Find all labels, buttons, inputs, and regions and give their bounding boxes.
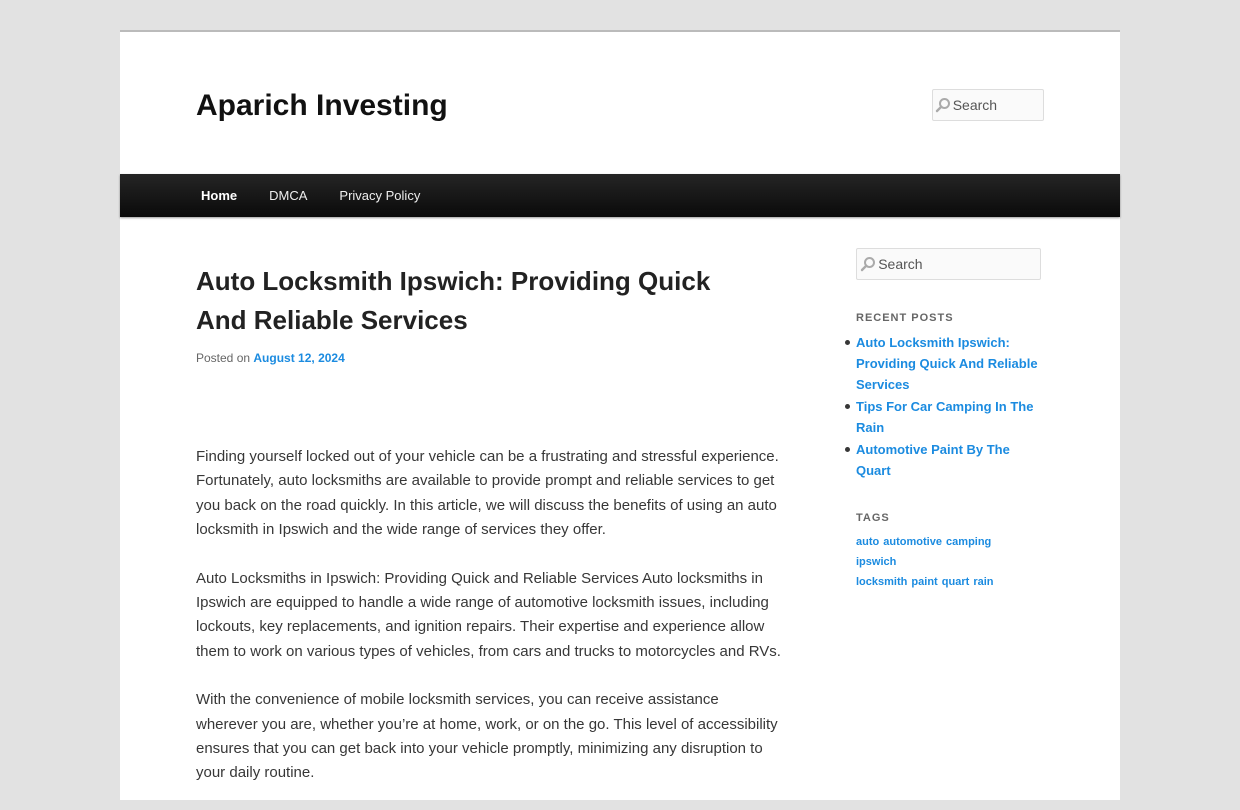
tag-link[interactable]: rain: [973, 576, 994, 588]
nav-item-privacy-policy[interactable]: Privacy Policy: [339, 188, 421, 203]
list-item: [856, 396, 1046, 438]
list-item: [856, 332, 1046, 395]
recent-post-link[interactable]: Tips For Car Camping In The Rain: [856, 399, 1034, 435]
tag-cloud: [856, 532, 1036, 592]
tag-link[interactable]: paint: [911, 576, 938, 588]
main-navigation: [120, 174, 1120, 217]
post-title[interactable]: Auto Locksmith Ipswich: Providing Quick And Reliable Services: [196, 266, 711, 335]
search-icon: [933, 90, 953, 120]
header-search-form[interactable]: [932, 89, 1044, 121]
posted-on-label: Posted on: [196, 351, 251, 365]
post-paragraph: With the convenience of mobile locksmith services, you can receive assistance wherever you are, whether you’re at home, work, or on the go. This level of accessibility ensures that you can get back into your vehicle promptly, minimizing any disruption to your daily routine.: [196, 691, 778, 782]
tag-link[interactable]: locksmith: [856, 576, 908, 588]
tag-link[interactable]: auto: [856, 536, 880, 548]
site-title[interactable]: Aparich Investing: [196, 89, 448, 122]
list-item: [856, 439, 1046, 481]
sidebar-search-form[interactable]: [856, 248, 1041, 280]
search-icon: [857, 249, 878, 279]
post-content: [196, 445, 784, 810]
header-search-input[interactable]: [953, 97, 1043, 113]
page-container: [120, 30, 1120, 800]
post-date-link[interactable]: August 12, 2024: [253, 351, 345, 365]
post-paragraph: Auto Locksmiths in Ipswich: Providing Quick and Reliable Services Auto locksmiths in Ipswich are equipped to handle a wide range of automotive locksmith issues, including lockouts, key replacements, and ignition repairs. Their expertise and experience allow them to work on various types of vehicles, from cars and trucks to motorcycles and RVs.: [196, 569, 781, 660]
recent-post-link[interactable]: Automotive Paint By The Quart: [856, 442, 1010, 478]
nav-item-dmca[interactable]: DMCA: [269, 188, 308, 203]
tags-title: TAGS: [856, 512, 890, 524]
tag-link[interactable]: quart: [941, 576, 970, 588]
nav-item-home[interactable]: Home: [201, 188, 238, 203]
recent-post-link[interactable]: Auto Locksmith Ipswich: Providing Quick And Reliable Services: [856, 335, 1038, 392]
tag-link[interactable]: automotive: [883, 536, 942, 548]
tag-link[interactable]: camping: [946, 536, 992, 548]
post-meta: [196, 351, 345, 365]
recent-posts-title: RECENT POSTS: [856, 312, 954, 324]
post-paragraph: Finding yourself locked out of your vehicle can be a frustrating and stressful experience. Fortunately, auto locksmiths are available to provide prompt and reliable services to get you back on the road quickly. In this article, we will discuss the benefits of using an auto locksmith in Ipswich and the wide range of services they offer.: [196, 448, 779, 539]
recent-posts-list: [856, 332, 1046, 482]
tag-link[interactable]: ipswich: [856, 556, 897, 568]
sidebar-search-input[interactable]: [878, 256, 1040, 272]
